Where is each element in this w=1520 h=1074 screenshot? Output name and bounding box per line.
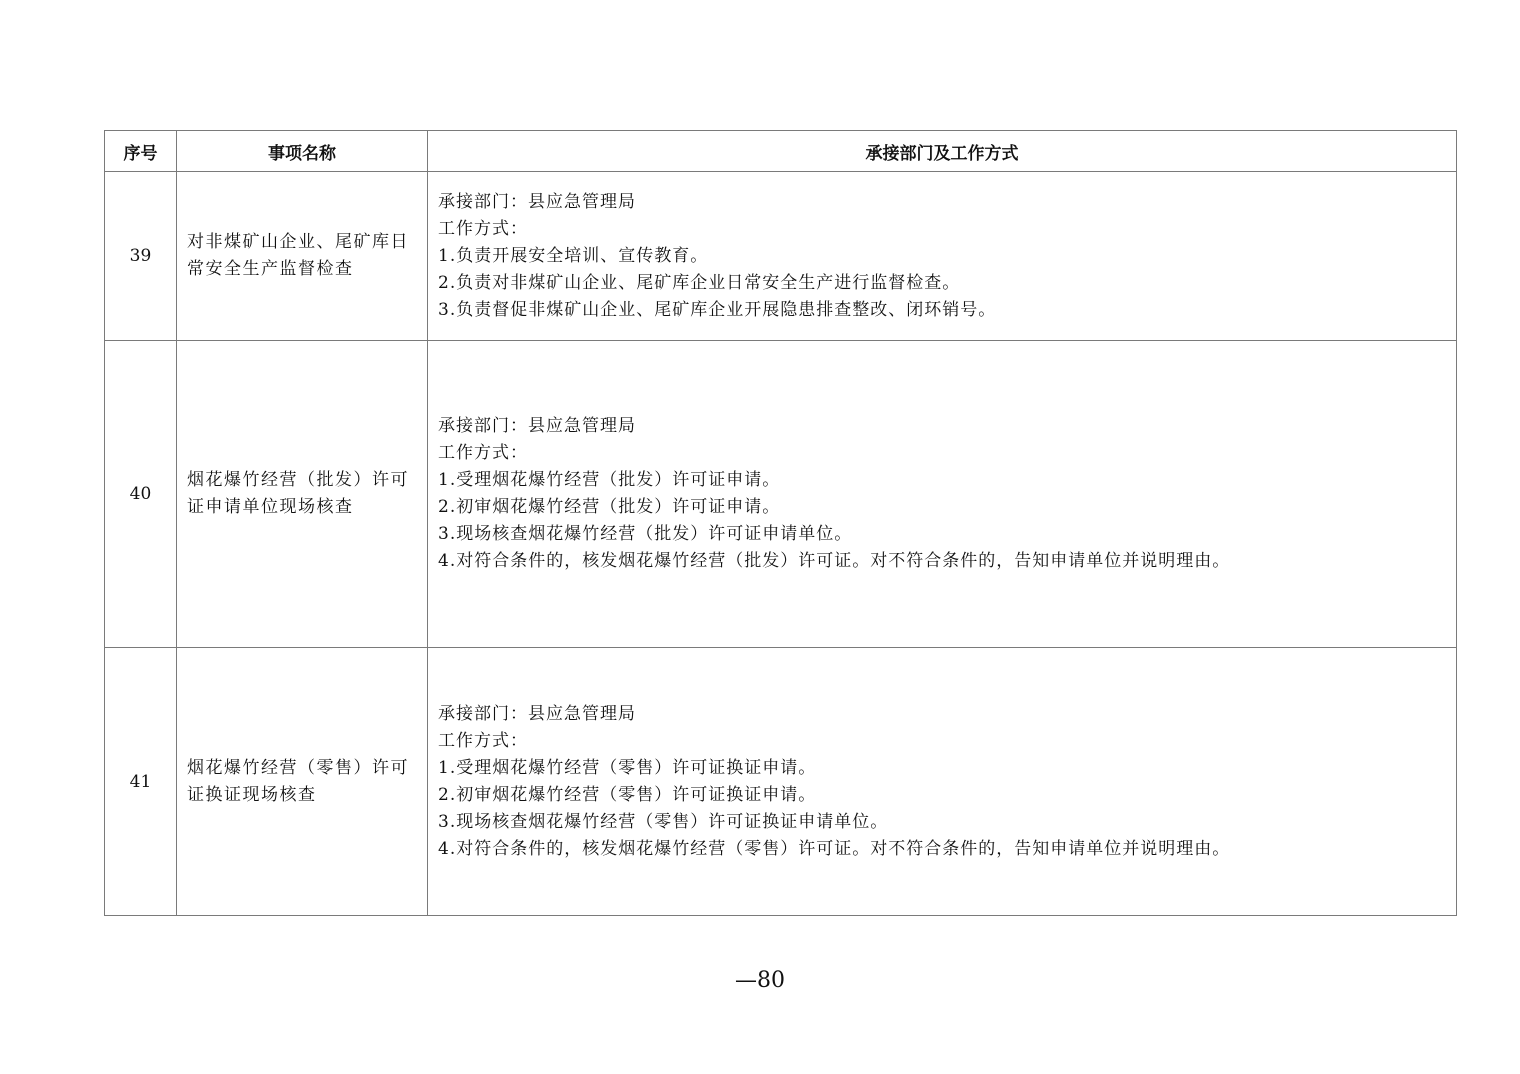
row-matter-name (177, 341, 428, 648)
matters-table (104, 130, 1457, 916)
dept-line: 承接部门：县应急管理局 (438, 191, 636, 212)
header-department-method: 承接部门及工作方式 (428, 131, 1457, 172)
row-department-method (428, 172, 1457, 341)
header-matter-name: 事项名称 (177, 131, 428, 172)
dept-line: 工作方式： (438, 218, 528, 239)
dept-line: 4.对符合条件的，核发烟花爆竹经营（批发）许可证。对不符合条件的，告知申请单位并说明理由。 (438, 551, 1231, 571)
dept-line: 3.现场核查烟花爆竹经营（批发）许可证申请单位。 (438, 524, 853, 544)
dept-line: 工作方式： (438, 443, 528, 463)
dept-line: 承接部门：县应急管理局 (438, 703, 636, 724)
dept-line: 1.受理烟花爆竹经营（批发）许可证申请。 (438, 470, 781, 490)
dept-line: 2.初审烟花爆竹经营（零售）许可证换证申请。 (438, 784, 817, 805)
row-serial-number: 41 (105, 648, 177, 916)
dept-line: 4.对符合条件的，核发烟花爆竹经营（零售）许可证。对不符合条件的，告知申请单位并说明理由。 (438, 838, 1231, 859)
table-row (105, 648, 1457, 916)
table-row (105, 172, 1457, 341)
matter-name-line: 烟花爆竹经营（零售）许可 (187, 757, 409, 778)
row-serial-number: 39 (105, 172, 177, 341)
header-serial-number: 序号 (105, 131, 177, 172)
matter-name-line: 对非煤矿山企业、尾矿库日 (187, 232, 409, 252)
matter-name-line: 证申请单位现场核查 (187, 497, 354, 517)
page-number: —80 (735, 968, 785, 993)
table-row (105, 341, 1457, 648)
row-department-method (428, 341, 1457, 648)
row-department-method (428, 648, 1457, 916)
row-serial-number: 40 (105, 341, 177, 648)
dept-line: 1.负责开展安全培训、宣传教育。 (438, 245, 709, 266)
dept-line: 工作方式： (438, 730, 528, 751)
matter-name-line: 常安全生产监督检查 (187, 259, 354, 279)
dept-line: 2.负责对非煤矿山企业、尾矿库企业日常安全生产进行监督检查。 (438, 272, 961, 293)
matter-name-line: 烟花爆竹经营（批发）许可 (187, 470, 409, 490)
row-matter-name (177, 648, 428, 916)
dept-line: 1.受理烟花爆竹经营（零售）许可证换证申请。 (438, 757, 817, 778)
table-header-row (105, 131, 1457, 172)
row-matter-name (177, 172, 428, 341)
matter-name-line: 证换证现场核查 (187, 784, 317, 805)
dept-line: 2.初审烟花爆竹经营（批发）许可证申请。 (438, 497, 781, 517)
dept-line: 3.现场核查烟花爆竹经营（零售）许可证换证申请单位。 (438, 811, 889, 832)
dept-line: 承接部门：县应急管理局 (438, 416, 636, 436)
dept-line: 3.负责督促非煤矿山企业、尾矿库企业开展隐患排查整改、闭环销号。 (438, 299, 997, 320)
